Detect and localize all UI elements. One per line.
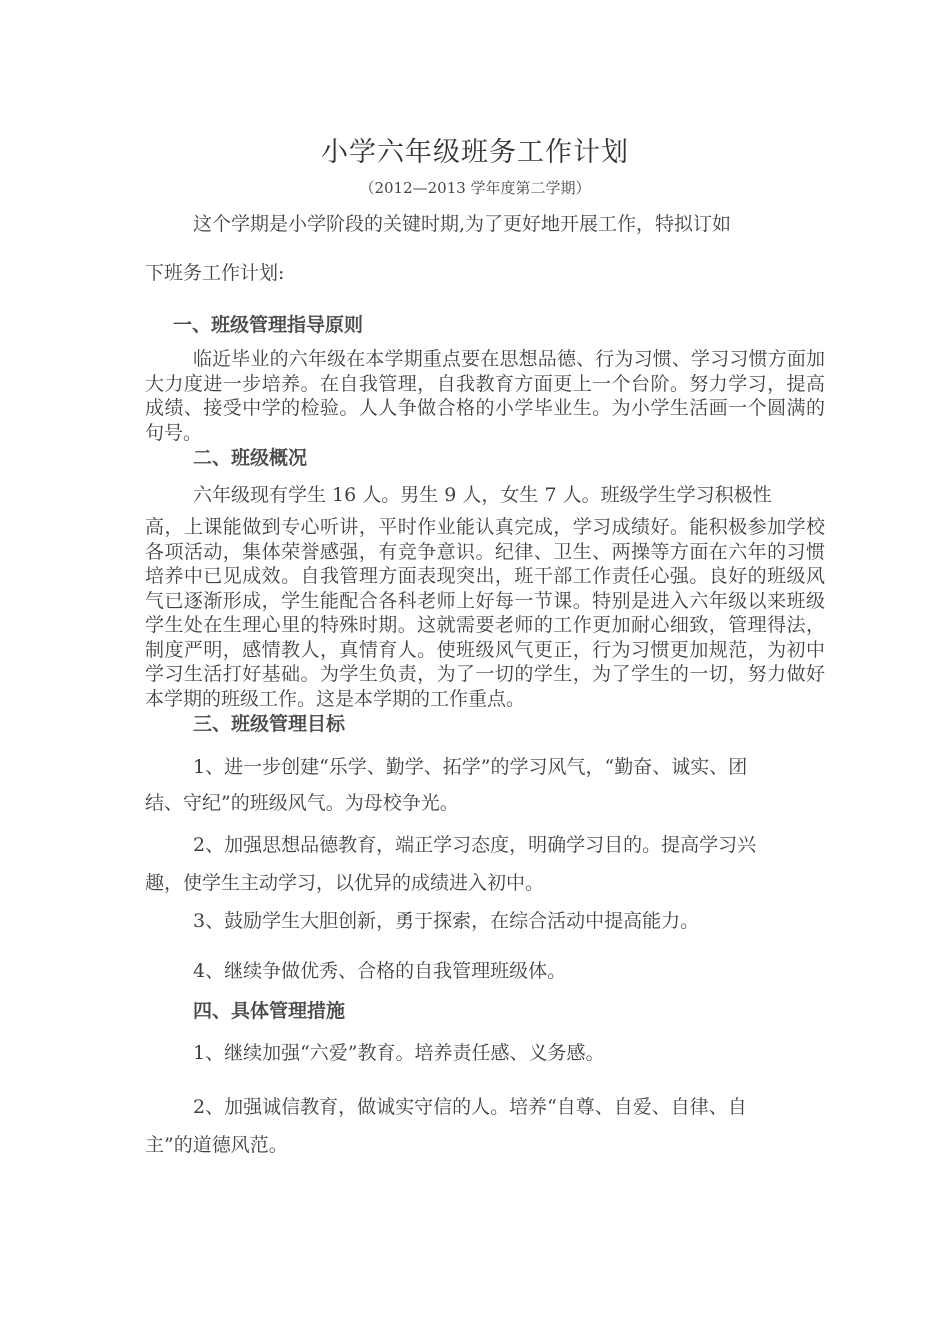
section-1-heading: 一、班级管理指导原则	[173, 314, 364, 336]
section-3-heading: 三、班级管理目标	[193, 713, 346, 735]
section-2-line-1: 六年级现有学生 16 人。男生 9 人，女生 7 人。班级学生学习积极性	[193, 484, 772, 506]
goal-1-line-2: 结、守纪”的班级风气。为母校争光。	[145, 792, 459, 814]
goal-1-line-1: 1、进一步创建“乐学、勤学、拓学”的学习风气，“勤奋、诚实、团	[193, 756, 748, 778]
section-2-body: 高，上课能做到专心听讲，平时作业能认真完成，学习成绩好。能积极参加学校各项活动，集体荣誉感强，有竞争意识。纪律、卫生、两操等方面在六年的习惯培养中已见成效。自我管理方面表现突出，班干部工作责任心强。良好的班级风气已逐渐形成，学生能配合各科老师上好每一节课。特别是进入六年级以来班级学生处在生理心里的特殊时期。这就需要老师的工作更加耐心细致，管理得法，制度严明，感情教人，真情育人。使班级风气更正，行为习惯更加规范，为初中学习生活打好基础。为学生负责，为了一切的学生，为了学生的一切，努力做好本学期的班级工作。这是本学期的工作重点。	[145, 516, 825, 710]
intro-line-1: 这个学期是小学阶段的关键时期,为了更好地开展工作，特拟订如	[193, 213, 732, 235]
goal-4: 4、继续争做优秀、合格的自我管理班级体。	[193, 960, 567, 982]
measure-1: 1、继续加强“六爱”教育。培养责任感、义务感。	[193, 1042, 605, 1064]
section-2-heading: 二、班级概况	[193, 447, 308, 469]
measure-2-line-2: 主”的道德风范。	[145, 1134, 288, 1156]
goal-2-line-2: 趣，使学生主动学习，以优异的成绩进入初中。	[145, 872, 545, 894]
section-1-body: 临近毕业的六年级在本学期重点要在思想品德、行为习惯、学习习惯方面加大力度进一步培养。在自我管理，自我教育方面更上一个台阶。努力学习，提高成绩、接受中学的检验。人人争做合格的小学毕业生。为小学生活画一个圆满的句号。	[145, 348, 825, 444]
document-body	[145, 208, 825, 1161]
goal-3: 3、鼓励学生大胆创新，勇于探索，在综合活动中提高能力。	[193, 910, 700, 932]
document-title: 小学六年级班务工作计划	[321, 137, 629, 168]
document-subtitle: （2012—2013 学年度第二学期）	[359, 179, 591, 197]
section-4-heading: 四、具体管理措施	[193, 1000, 346, 1022]
goal-2-line-1: 2、加强思想品德教育，端正学习态度，明确学习目的。提高学习兴	[193, 834, 757, 856]
measure-2-line-1: 2、加强诚信教育，做诚实守信的人。培养“自尊、自爱、自律、自	[193, 1096, 747, 1118]
intro-line-2: 下班务工作计划:	[145, 262, 285, 284]
